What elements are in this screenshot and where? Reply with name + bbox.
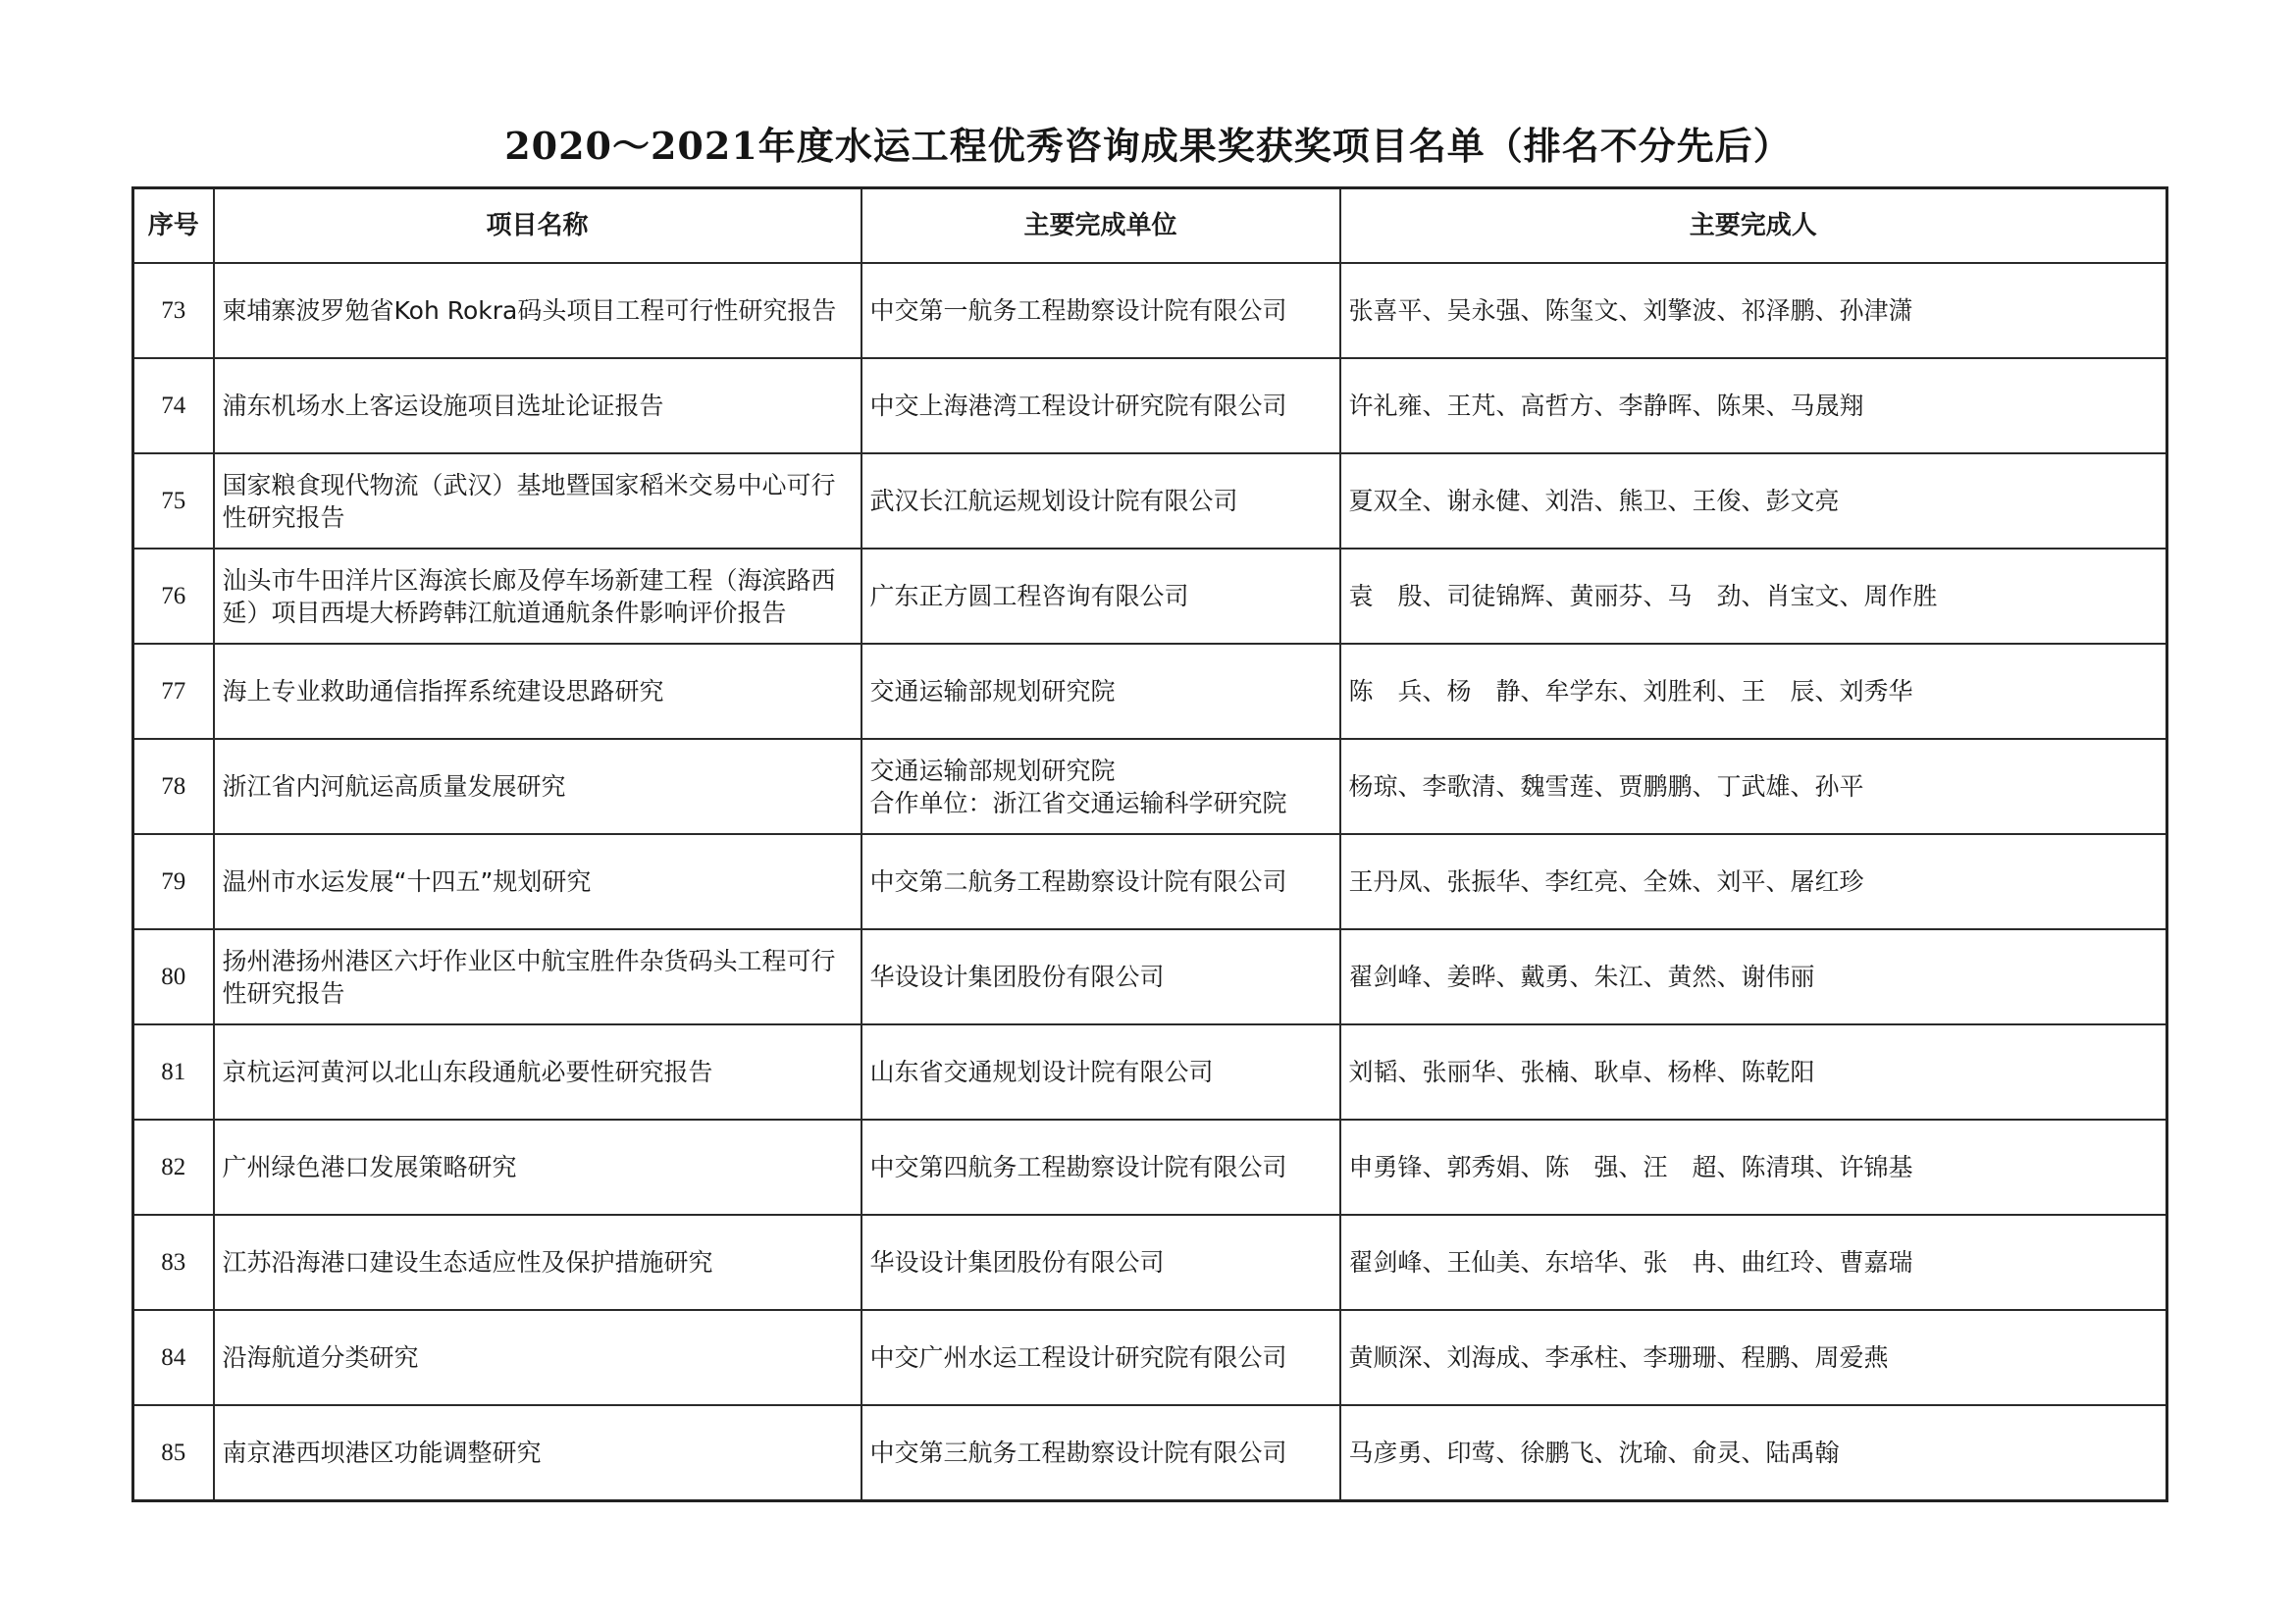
table-row bbox=[133, 1215, 2167, 1310]
row-number: 82 bbox=[133, 1120, 214, 1215]
project-name: 广州绿色港口发展策略研究 bbox=[214, 1120, 861, 1215]
completion-unit bbox=[861, 1215, 1340, 1310]
table-row bbox=[133, 1024, 2167, 1120]
unit-primary: 交通运输部规划研究院 bbox=[869, 756, 1116, 785]
table-row bbox=[133, 263, 2167, 358]
table-row bbox=[133, 549, 2167, 644]
project-name: 南京港西坝港区功能调整研究 bbox=[214, 1405, 861, 1501]
row-number: 75 bbox=[133, 453, 214, 549]
main-contributors: 陈 兵、杨 静、牟学东、刘胜利、王 辰、刘秀华 bbox=[1340, 644, 2167, 739]
completion-unit bbox=[861, 929, 1340, 1024]
main-contributors: 张喜平、吴永强、陈玺文、刘擎波、祁泽鹏、孙津潇 bbox=[1340, 263, 2167, 358]
project-name: 柬埔寨波罗勉省Koh Rokra码头项目工程可行性研究报告 bbox=[214, 263, 861, 358]
row-number: 80 bbox=[133, 929, 214, 1024]
row-number: 77 bbox=[133, 644, 214, 739]
main-contributors: 翟剑峰、姜晔、戴勇、朱江、黄然、谢伟丽 bbox=[1340, 929, 2167, 1024]
header-no: 序号 bbox=[133, 188, 214, 264]
main-contributors: 夏双全、谢永健、刘浩、熊卫、王俊、彭文亮 bbox=[1340, 453, 2167, 549]
project-name: 沿海航道分类研究 bbox=[214, 1310, 861, 1405]
unit-primary: 华设设计集团股份有限公司 bbox=[869, 963, 1165, 991]
completion-unit bbox=[861, 1024, 1340, 1120]
row-number: 78 bbox=[133, 739, 214, 834]
main-contributors: 黄顺深、刘海成、李承柱、李珊珊、程鹏、周爱燕 bbox=[1340, 1310, 2167, 1405]
main-contributors: 袁 殷、司徒锦辉、黄丽芬、马 劲、肖宝文、周作胜 bbox=[1340, 549, 2167, 644]
unit-primary: 中交上海港湾工程设计研究院有限公司 bbox=[869, 392, 1287, 420]
row-number: 81 bbox=[133, 1024, 214, 1120]
row-number: 83 bbox=[133, 1215, 214, 1310]
unit-primary: 山东省交通规划设计院有限公司 bbox=[869, 1058, 1214, 1086]
unit-primary: 中交第四航务工程勘察设计院有限公司 bbox=[869, 1153, 1287, 1181]
main-contributors: 刘韬、张丽华、张楠、耿卓、杨桦、陈乾阳 bbox=[1340, 1024, 2167, 1120]
main-contributors: 申勇锋、郭秀娟、陈 强、汪 超、陈清琪、许锦基 bbox=[1340, 1120, 2167, 1215]
project-name: 扬州港扬州港区六圩作业区中航宝胜件杂货码头工程可行性研究报告 bbox=[214, 929, 861, 1024]
project-name: 海上专业救助通信指挥系统建设思路研究 bbox=[214, 644, 861, 739]
project-name: 江苏沿海港口建设生态适应性及保护措施研究 bbox=[214, 1215, 861, 1310]
project-name: 国家粮食现代物流（武汉）基地暨国家稻米交易中心可行性研究报告 bbox=[214, 453, 861, 549]
awards-table bbox=[131, 186, 2168, 1502]
unit-primary: 中交第一航务工程勘察设计院有限公司 bbox=[869, 296, 1287, 325]
main-contributors: 翟剑峰、王仙美、东培华、张 冉、曲红玲、曹嘉瑞 bbox=[1340, 1215, 2167, 1310]
project-name: 浙江省内河航运高质量发展研究 bbox=[214, 739, 861, 834]
unit-primary: 广东正方圆工程咨询有限公司 bbox=[869, 582, 1189, 610]
completion-unit bbox=[861, 453, 1340, 549]
table-row bbox=[133, 1310, 2167, 1405]
project-name: 京杭运河黄河以北山东段通航必要性研究报告 bbox=[214, 1024, 861, 1120]
completion-unit bbox=[861, 549, 1340, 644]
completion-unit bbox=[861, 834, 1340, 929]
project-name: 温州市水运发展“十四五”规划研究 bbox=[214, 834, 861, 929]
completion-unit bbox=[861, 739, 1340, 834]
row-number: 79 bbox=[133, 834, 214, 929]
unit-primary: 中交第二航务工程勘察设计院有限公司 bbox=[869, 867, 1287, 896]
main-contributors: 杨琼、李歌清、魏雪莲、贾鹏鹏、丁武雄、孙平 bbox=[1340, 739, 2167, 834]
unit-cooperating: 合作单位：浙江省交通运输科学研究院 bbox=[869, 788, 1287, 817]
header-unit: 主要完成单位 bbox=[861, 188, 1340, 264]
page-title: 2020～2021年度水运工程优秀咨询成果奖获奖项目名单（排名不分先后） bbox=[504, 124, 1792, 168]
completion-unit bbox=[861, 1405, 1340, 1501]
main-contributors: 马彦勇、印莺、徐鹏飞、沈瑜、俞灵、陆禹翰 bbox=[1340, 1405, 2167, 1501]
header-people: 主要完成人 bbox=[1340, 188, 2167, 264]
unit-primary: 武汉长江航运规划设计院有限公司 bbox=[869, 487, 1238, 515]
table-row bbox=[133, 358, 2167, 453]
table-row bbox=[133, 739, 2167, 834]
unit-primary: 中交第三航务工程勘察设计院有限公司 bbox=[869, 1439, 1287, 1467]
table-header-row bbox=[133, 188, 2167, 264]
row-number: 84 bbox=[133, 1310, 214, 1405]
row-number: 73 bbox=[133, 263, 214, 358]
table-row bbox=[133, 834, 2167, 929]
unit-primary: 交通运输部规划研究院 bbox=[869, 677, 1116, 706]
table-row bbox=[133, 929, 2167, 1024]
main-contributors: 王丹凤、张振华、李红亮、全姝、刘平、屠红珍 bbox=[1340, 834, 2167, 929]
completion-unit bbox=[861, 1310, 1340, 1405]
project-name: 汕头市牛田洋片区海滨长廊及停车场新建工程（海滨路西延）项目西堤大桥跨韩江航道通航条件影响评价报告 bbox=[214, 549, 861, 644]
table-row bbox=[133, 644, 2167, 739]
table-row bbox=[133, 1120, 2167, 1215]
completion-unit bbox=[861, 358, 1340, 453]
completion-unit bbox=[861, 644, 1340, 739]
unit-primary: 中交广州水运工程设计研究院有限公司 bbox=[869, 1343, 1287, 1372]
table-row bbox=[133, 1405, 2167, 1501]
row-number: 76 bbox=[133, 549, 214, 644]
project-name: 浦东机场水上客运设施项目选址论证报告 bbox=[214, 358, 861, 453]
header-project-name: 项目名称 bbox=[214, 188, 861, 264]
unit-primary: 华设设计集团股份有限公司 bbox=[869, 1248, 1165, 1277]
main-contributors: 许礼雍、王芃、高哲方、李静晖、陈果、马晟翔 bbox=[1340, 358, 2167, 453]
table-body bbox=[133, 263, 2167, 1501]
table-row bbox=[133, 453, 2167, 549]
completion-unit bbox=[861, 263, 1340, 358]
row-number: 85 bbox=[133, 1405, 214, 1501]
completion-unit bbox=[861, 1120, 1340, 1215]
row-number: 74 bbox=[133, 358, 214, 453]
